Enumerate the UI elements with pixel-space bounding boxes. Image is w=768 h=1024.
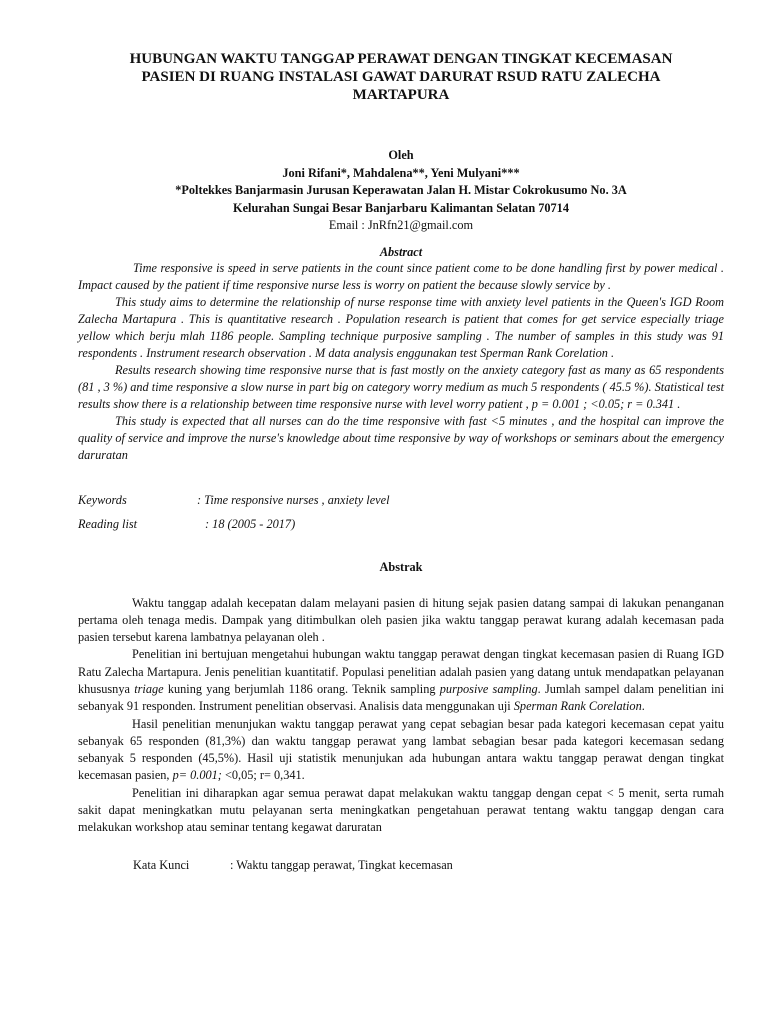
byline [78, 147, 724, 235]
keywords-line [78, 492, 724, 508]
abstrak-indonesian [78, 595, 724, 837]
kata-kunci-label: Kata Kunci [133, 857, 190, 872]
keywords-label: Keywords [78, 492, 127, 507]
kata-kunci-value: : Waktu tanggap perawat, Tingkat kecemasan [230, 857, 453, 872]
abstract-heading: Abstract [379, 244, 423, 259]
abstract-english [78, 260, 724, 464]
abstrak-p2-text-b: kuning yang berjumlah 1186 orang. Teknik sampling [163, 681, 440, 696]
abstrak-paragraph-4: Penelitian ini diharapkan agar semua perawat dapat melakukan waktu tanggap dengan cepat < 5 menit, serta rumah sakit dapat meningkatkan mutu pelayanan serta meningkatkan pengetahuan perawat tentang waktu tanggap dengan cara melakukan workshop atau seminar tentang kegawat daruratan [78, 785, 724, 835]
sperman-term: Sperman Rank Corelation [513, 699, 642, 714]
purposive-sampling-term: purposive sampling [439, 681, 538, 696]
author-names: Joni Rifani*, Mahdalena**, Yeni Mulyani*** [282, 165, 520, 180]
title-line-3: MARTAPURA [352, 87, 450, 103]
reading-list-label: Reading list [78, 516, 138, 531]
abstrak-paragraph-1: Waktu tanggap adalah kecepatan dalam melayani pasien di hitung sejak pasien datang sampai di lakukan penanganan pertama oleh tenaga medis. Dampak yang ditimbulkan oleh pasien jika waktu tanggap perawat kurang adalah kecemasan pada pasien tersebut karena lambatnya pelayanan oleh . [78, 595, 724, 645]
affiliation-line-1: *Poltekkes Banjarmasin Jurusan Keperawatan Jalan H. Mistar Cokrokusumo No. 3A [175, 183, 627, 197]
paper-page [78, 50, 724, 873]
abstrak-p2-text-d: . [641, 699, 645, 714]
p-value-stat: p= 0.001; [172, 768, 222, 783]
keywords-value: : Time responsive nurses , anxiety level [197, 492, 390, 507]
title-line-2: PASIEN DI RUANG INSTALASI GAWAT DARURAT RSUD RATU ZALECHA [141, 69, 661, 85]
oleh-label: Oleh [388, 148, 414, 162]
triage-term: triage [134, 681, 164, 696]
abstract-paragraph-3: Results research showing time responsive nurse that is fast mostly on the anxiety category fast as many as 65 respondents (81 , 3 %) and time responsive a slow nurse in part big on category worry medium as much 5 respondents ( 45.5 %). Statistical test results show there is a relationship between time responsive nurse with level worry patient , p = 0.001 ; <0.05; r = 0.341 . [78, 362, 724, 411]
reading-list-value: : 18 (2005 - 2017) [205, 516, 296, 531]
abstrak-p3-text-b: <0,05; r= 0,341. [221, 768, 305, 783]
abstract-paragraph-4: This study is expected that all nurses can do the time responsive with fast <5 minutes , and the hospital can improve the quality of service and improve the nurse's knowledge about time responsive by way of workshops or seminars about the emergency daruratan [78, 413, 724, 462]
abstrak-paragraph-3 [78, 716, 724, 785]
abstrak-paragraph-2 [78, 646, 724, 715]
reading-list-line [78, 516, 724, 532]
author-email: Email : JnRfn21@gmail.com [328, 218, 474, 232]
affiliation-line-2: Kelurahan Sungai Besar Banjarbaru Kalimantan Selatan 70714 [233, 200, 569, 215]
abstract-paragraph-1: Time responsive is speed in serve patients in the count since patient come to be done handling first by power medical . Impact caused by the patient if time responsive nurse less is worry on patient the because slowly service by . [78, 260, 724, 292]
paper-title [78, 50, 724, 104]
abstrak-p2-text-a: Penelitian ini bertujuan mengetahui hubungan waktu tanggap perawat dengan tingkat kecemasan pasien di Ruang IGD Ratu Zalecha Martapura. Jenis penelitian kuantitatif. Populasi penelitian adalah pasien yang datang untuk mendapatkan pelayanan khususnya [78, 647, 724, 696]
abstract-paragraph-2: This study aims to determine the relationship of nurse response time with anxiety level patients in the Queen's IGD Room Zalecha Martapura . This is quantitative research . Population research is patient that comes for get service especially triage yellow which berju mlah 1186 people. Sampling technique purposive sampling . The number of samples in this study was 91 respondents . Instrument research observation . M data analysis enggunakan test Sperman Rank Corelation . [78, 294, 724, 360]
abstrak-heading: Abstrak [379, 559, 423, 574]
title-line-1: HUBUNGAN WAKTU TANGGAP PERAWAT DENGAN TINGKAT KECEMASAN [129, 51, 673, 67]
abstrak-p3-text-a: Hasil penelitian menunjukan waktu tanggap perawat yang cepat sebagian besar pada kategori kecemasan cepat yaitu sebanyak 65 responden (81,3%) dan waktu tanggap perawat yang lambat sebagian besar pada kategori kecemasan sedang sebanyak 5 responden (45,5%). Hasil uji statistik menunjukan ada hubungan antara waktu tanggap perawat dengan tingkat kecemasan pasien, [78, 716, 724, 783]
kata-kunci-line [78, 857, 724, 873]
abstrak-p2-text-c: . Jumlah sampel dalam penelitian ini sebanyak 91 responden. Instrument penelitian observasi. Analisis data menggunakan uji [78, 681, 724, 714]
